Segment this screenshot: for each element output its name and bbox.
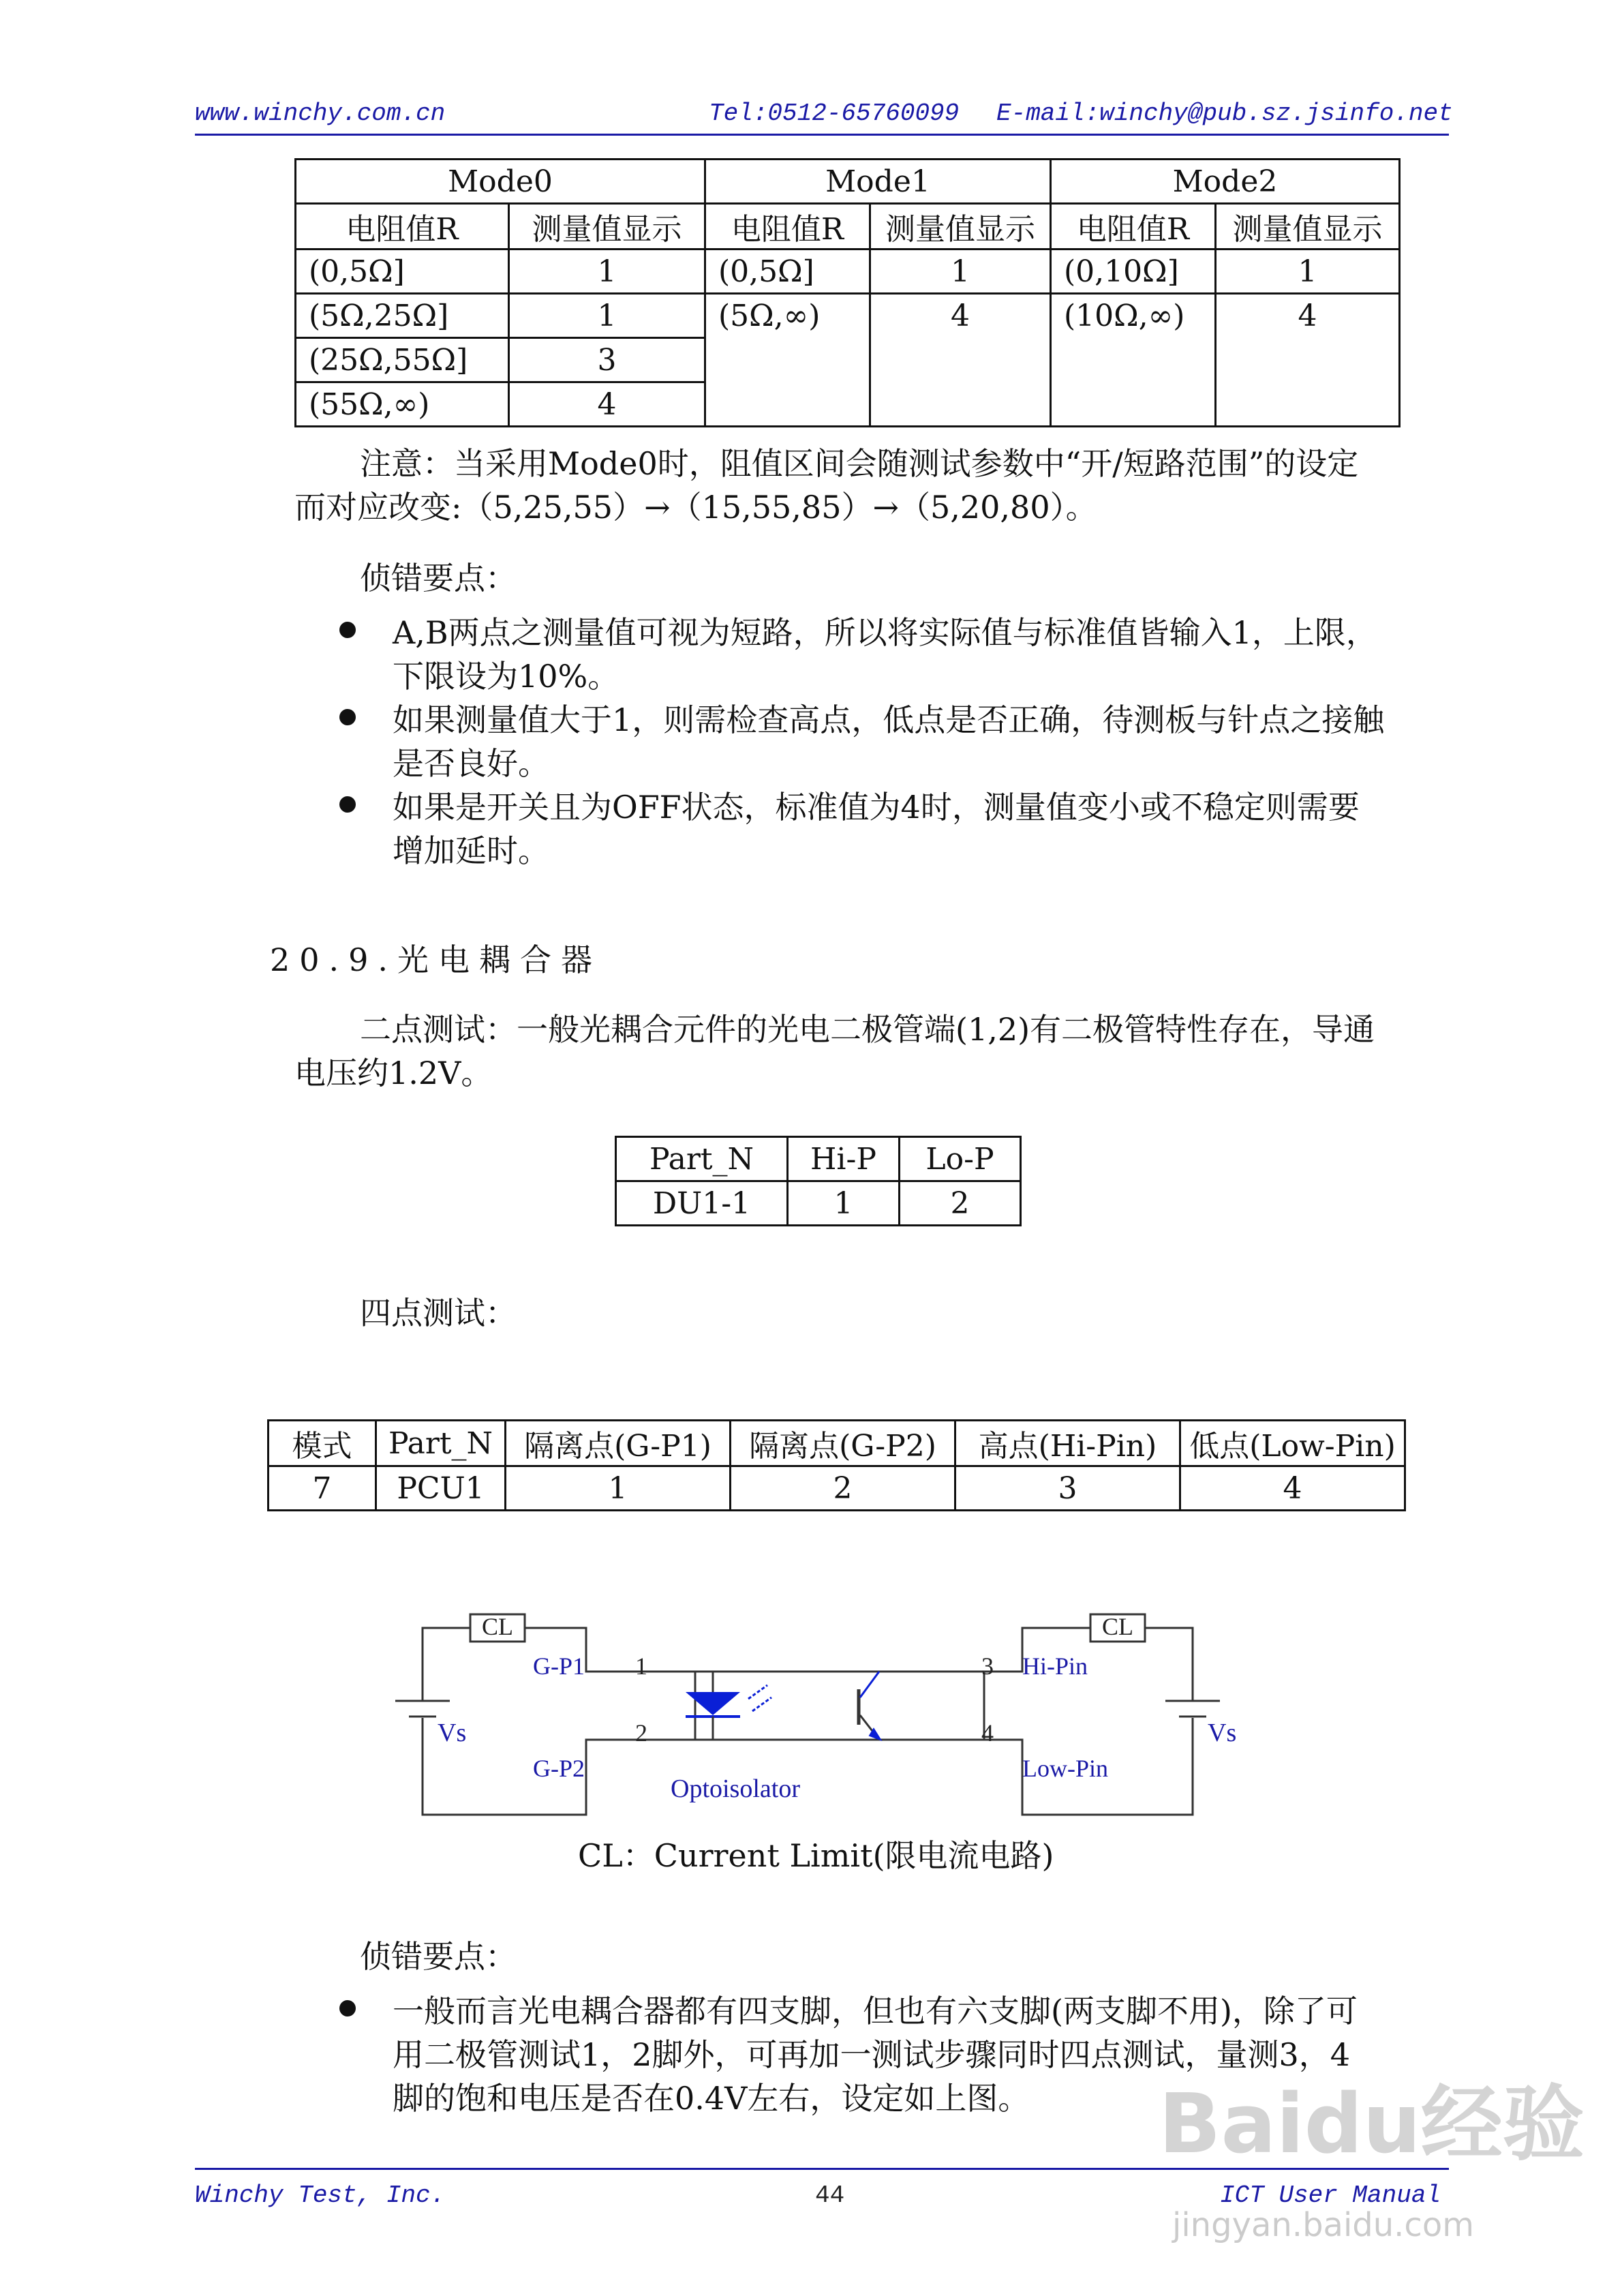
debug2-line-3: 脚的饱和电压是否在0.4V左右，设定如上图。 (393, 2080, 1030, 2117)
mode1-range: (5Ω,∞) (705, 294, 870, 427)
pin-3-label: 3 (981, 1652, 994, 1680)
mode2-display: 1 (1216, 250, 1400, 294)
circuit-wires (395, 1614, 1220, 1815)
mode0-display: 4 (509, 382, 705, 427)
gp2-label: G-P2 (533, 1755, 585, 1782)
mode2-header: Mode2 (1051, 160, 1400, 204)
cell-hi-p: 1 (788, 1181, 900, 1226)
col-hi-pin: 高点(Hi-Pin) (955, 1421, 1180, 1466)
debug-title: 侦错要点： (360, 1938, 517, 1975)
baidu-watermark: Baidu经验 (1159, 2077, 1585, 2172)
optoisolator-label: Optoisolator (671, 1774, 800, 1803)
bullet-3-line-2: 增加延时。 (393, 832, 549, 869)
section-heading: 20.9.光电耦合器 (270, 941, 602, 978)
note-line-2: 而对应改变:（5,25,55）→（15,55,85）→（5,20,80）。 (294, 489, 1097, 526)
footer-manual: ICT User Manual (1220, 2181, 1441, 2209)
pin-2-label: 2 (635, 1719, 647, 1747)
cl-left-label: CL (481, 1613, 514, 1640)
hi-pin-label: Hi-Pin (1022, 1652, 1088, 1680)
col-gp1: 隔离点(G-P1) (506, 1421, 731, 1466)
pin-1-label: 1 (635, 1652, 647, 1680)
col-display: 测量值显示 (509, 204, 705, 250)
pin-4-label: 4 (981, 1719, 994, 1747)
bullet-3-line-1: 如果是开关且为OFF状态，标准值为4时，测量值变小或不稳定则需要 (393, 789, 1360, 826)
bullet-2-line-1: 如果测量值大于1，则需检查高点，低点是否正确，待测板与针点之接触 (393, 701, 1385, 738)
mode0-display: 1 (509, 294, 705, 338)
col-lo-p: Lo-P (900, 1137, 1021, 1181)
gp1-label: G-P1 (533, 1652, 585, 1680)
mode0-range: (5Ω,25Ω] (296, 294, 509, 338)
col-display: 测量值显示 (870, 204, 1051, 250)
col-mode: 模式 (269, 1421, 376, 1466)
col-part-n: Part_N (616, 1137, 788, 1181)
bullet-icon (339, 796, 356, 813)
bullet-1-line-1: A,B两点之测量值可视为短路，所以将实际值与标准值皆输入1，上限， (393, 614, 1377, 651)
bullet-2-line-2: 是否良好。 (393, 745, 549, 782)
vs-left-label: Vs (438, 1719, 467, 1747)
mode2-display: 4 (1216, 294, 1400, 427)
cell-gp1: 1 (506, 1466, 731, 1511)
cell-mode: 7 (269, 1466, 376, 1511)
mode0-header: Mode0 (296, 160, 705, 204)
four-point-table (267, 1419, 1406, 1511)
cell-part-n: PCU1 (376, 1466, 506, 1511)
col-display: 测量值显示 (1216, 204, 1400, 250)
cell-part-n: DU1-1 (616, 1181, 788, 1226)
two-point-line-1: 二点测试：一般光耦合元件的光电二极管端(1,2)有二极管特性存在，导通 (360, 1011, 1375, 1048)
optoisolator-body (695, 1672, 984, 1740)
mode0-display: 3 (509, 338, 705, 382)
mode1-header: Mode1 (705, 160, 1051, 204)
col-gp2: 隔离点(G-P2) (731, 1421, 955, 1466)
vs-right-label: Vs (1208, 1719, 1237, 1747)
col-part-n: Part_N (376, 1421, 506, 1466)
watermark-url: jingyan.baidu.com (1172, 2206, 1474, 2244)
mode2-range: (0,10Ω] (1051, 250, 1216, 294)
debug-title: 侦错要点： (360, 560, 517, 596)
page-number: 44 (815, 2181, 845, 2209)
mode0-display: 1 (509, 250, 705, 294)
mode-table (294, 158, 1401, 427)
two-point-line-2: 电压约1.2V。 (294, 1055, 493, 1091)
cell-gp2: 2 (731, 1466, 955, 1511)
header-email[interactable]: E-mail:winchy@pub.sz.jsinfo.net (996, 100, 1453, 127)
cl-right-label: CL (1101, 1613, 1134, 1640)
debug2-line-2: 用二极管测试1，2脚外，可再加一测试步骤同时四点测试，量测3，4 (393, 2036, 1351, 2073)
low-pin-label: Low-Pin (1022, 1755, 1108, 1782)
header-rule (195, 134, 1449, 136)
debug2-line-1: 一般而言光电耦合器都有四支脚，但也有六支脚(两支脚不用)，除了可 (393, 1993, 1358, 2029)
bullet-1-line-2: 下限设为10%。 (393, 658, 619, 695)
header-tel: Tel:0512-65760099 (709, 100, 960, 127)
mode0-range: (55Ω,∞) (296, 382, 509, 427)
mode1-display: 4 (870, 294, 1051, 427)
two-point-table (615, 1136, 1022, 1226)
col-hi-p: Hi-P (788, 1137, 900, 1181)
bullet-icon (339, 622, 356, 638)
header-website[interactable]: www.winchy.com.cn (195, 100, 446, 127)
bullet-icon (339, 2000, 356, 2016)
led-icon (686, 1672, 771, 1740)
col-resistance: 电阻值R (296, 204, 509, 250)
bullet-icon (339, 709, 356, 725)
mode1-display: 1 (870, 250, 1051, 294)
optoisolator-circuit (382, 1595, 1240, 1827)
cell-lo-p: 2 (900, 1181, 1021, 1226)
col-resistance: 电阻值R (1051, 204, 1216, 250)
mode2-range: (10Ω,∞) (1051, 294, 1216, 427)
col-resistance: 电阻值R (705, 204, 870, 250)
mode0-range: (25Ω,55Ω] (296, 338, 509, 382)
mode1-range: (0,5Ω] (705, 250, 870, 294)
cell-low-pin: 4 (1180, 1466, 1405, 1511)
cell-hi-pin: 3 (955, 1466, 1180, 1511)
circuit-caption: CL：Current Limit(限电流电路) (578, 1837, 1054, 1874)
footer-company: Winchy Test, Inc. (195, 2181, 446, 2209)
phototransistor-icon (859, 1672, 881, 1740)
col-low-pin: 低点(Low-Pin) (1180, 1421, 1405, 1466)
mode0-range: (0,5Ω] (296, 250, 509, 294)
four-point-label: 四点测试： (360, 1295, 517, 1331)
note-line-1: 注意：当采用Mode0时，阻值区间会随测试参数中“开/短路范围”的设定 (360, 445, 1359, 482)
